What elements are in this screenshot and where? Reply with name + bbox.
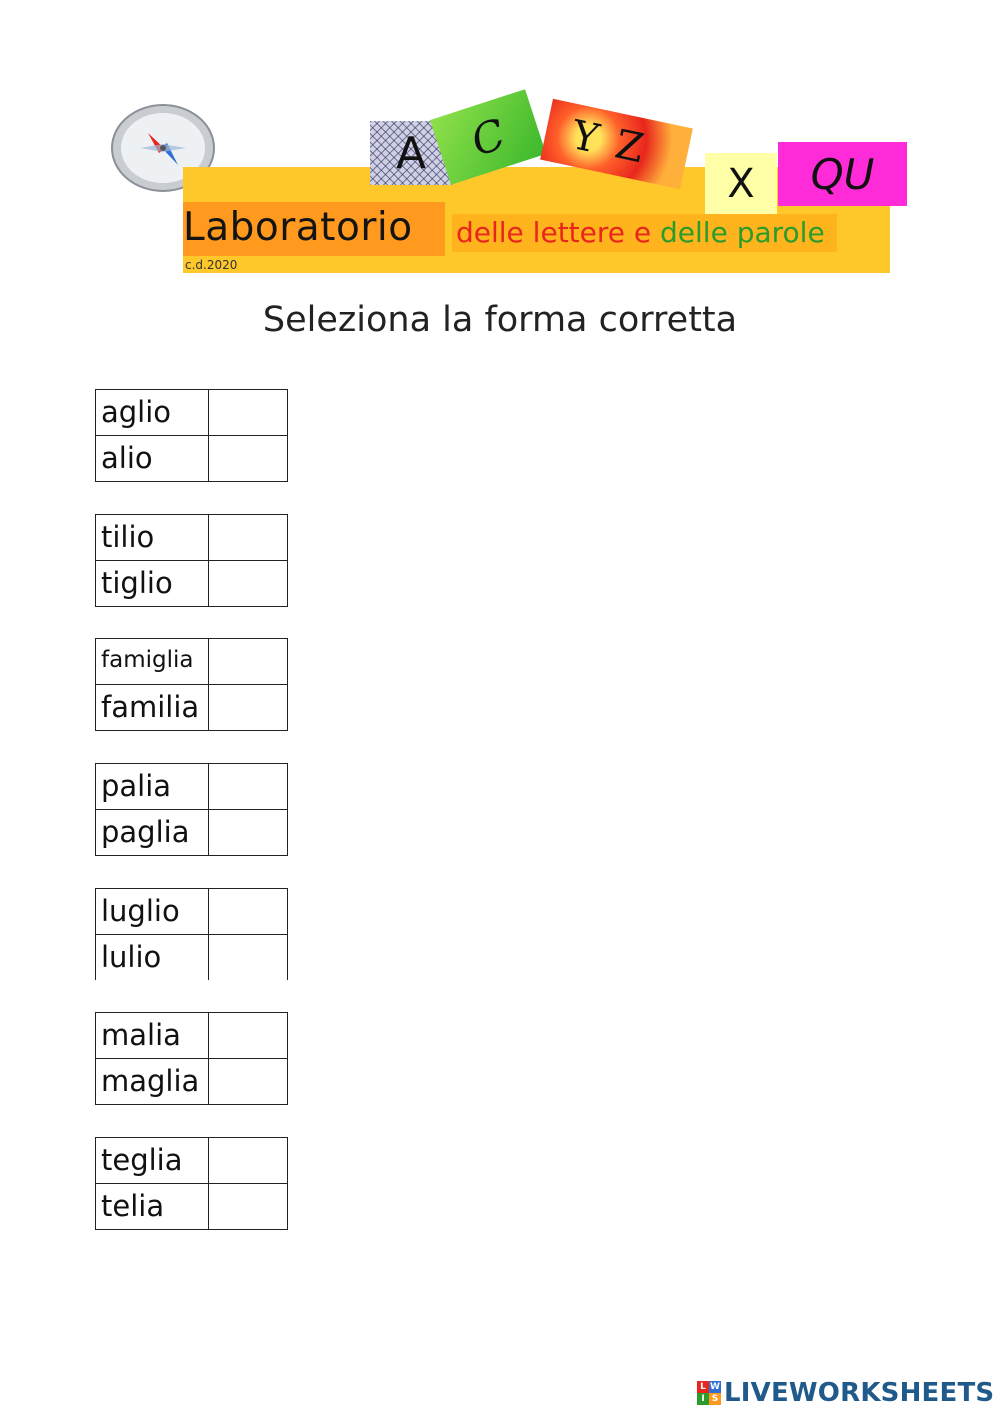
answer-box[interactable] [208, 515, 289, 560]
answer-box[interactable] [208, 764, 289, 809]
letter-tile-a: A [370, 121, 452, 185]
answer-box[interactable] [208, 810, 289, 855]
choice-group-6 [95, 1012, 288, 1105]
banner-code: c.d.2020 [185, 258, 238, 272]
choice-group-5 [95, 888, 288, 980]
option-label: famiglia [101, 647, 194, 673]
choice-row [95, 934, 288, 980]
choice-row [95, 888, 288, 934]
option-label: malia [101, 1018, 181, 1052]
answer-box[interactable] [208, 639, 289, 684]
answer-box[interactable] [208, 390, 289, 435]
choice-group-4 [95, 763, 288, 856]
choice-row [95, 1012, 288, 1058]
banner-subtitle-red: delle lettere e [456, 216, 652, 249]
answer-box[interactable] [208, 1184, 289, 1229]
letter-tile-x: X [705, 153, 777, 215]
choice-row [95, 1058, 288, 1105]
option-label: telia [101, 1189, 165, 1223]
choice-row [95, 809, 288, 856]
answer-box[interactable] [208, 436, 289, 481]
choice-row [95, 684, 288, 731]
choice-row [95, 638, 288, 684]
option-label: aglio [101, 395, 172, 429]
answer-box[interactable] [208, 1013, 289, 1058]
header-banner [0, 0, 1000, 290]
choice-row [95, 389, 288, 435]
choice-row [95, 1183, 288, 1230]
choice-group-7 [95, 1137, 288, 1230]
choice-group-2 [95, 514, 288, 607]
letter-tile-qu: QU [778, 142, 907, 206]
choice-row [95, 763, 288, 809]
answer-box[interactable] [208, 935, 289, 980]
banner-title: Laboratorio [183, 205, 413, 250]
option-label: luglio [101, 894, 180, 928]
choice-row [95, 1137, 288, 1183]
choice-row [95, 560, 288, 607]
option-label: familia [101, 690, 200, 724]
option-label: tilio [101, 520, 155, 554]
option-label: paglia [101, 815, 190, 849]
liveworksheets-icon: L W I S [697, 1381, 721, 1405]
banner-subtitle [452, 214, 837, 252]
option-label: lulio [101, 940, 162, 974]
page-title: Seleziona la forma corretta [262, 300, 738, 340]
option-label: alio [101, 441, 153, 475]
choice-row [95, 514, 288, 560]
answer-box[interactable] [208, 561, 289, 606]
letter-tile-c: C [430, 89, 546, 185]
banner-subtitle-green: delle parole [660, 216, 825, 249]
choice-row [95, 435, 288, 482]
option-label: palia [101, 769, 172, 803]
choice-group-1 [95, 389, 288, 482]
option-label: maglia [101, 1064, 200, 1098]
answer-box[interactable] [208, 889, 289, 934]
answer-box[interactable] [208, 1059, 289, 1104]
liveworksheets-text: LIVEWORKSHEETS [724, 1378, 995, 1408]
answer-box[interactable] [208, 685, 289, 730]
letter-tile-yz: YZ [540, 99, 693, 189]
option-label: tiglio [101, 566, 173, 600]
choice-group-3 [95, 638, 288, 731]
answer-box[interactable] [208, 1138, 289, 1183]
liveworksheets-logo[interactable] [697, 1377, 994, 1409]
option-label: teglia [101, 1143, 183, 1177]
